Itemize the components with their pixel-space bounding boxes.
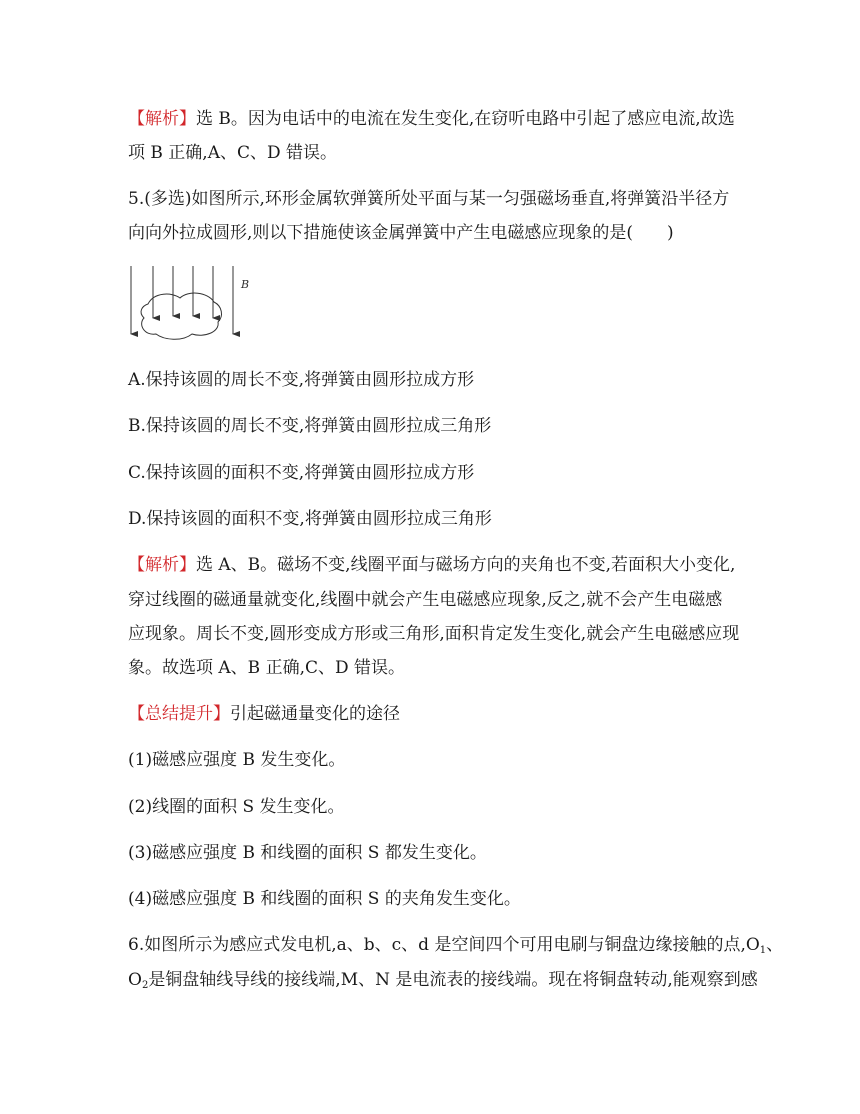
q4-analysis-text: 选 B。因为电话中的电流在发生变化,在窃听电路中引起了感应电流,故选: [196, 109, 735, 129]
q6-text-2: 是铜盘轴线导线的接线端,M、N 是电流表的接线端。现在将铜盘转动,能观察到感: [148, 970, 758, 990]
q5-stem-line2: 向向外拉成圆形,则以下措施使该金属弹簧中产生电磁感应现象的是( ): [128, 223, 674, 243]
q5-stem-line1: 5.(多选)如图所示,环形金属软弹簧所处平面与某一匀强磁场垂直,将弹簧沿半径方: [128, 189, 730, 209]
q4-analysis-line1: [128, 108, 735, 130]
magnetic-field-coil-figure: [120, 262, 260, 352]
summary-item-4: (4)磁感应强度 B 和线圈的面积 S 的夹角发生变化。: [128, 889, 521, 909]
summary-item-2: (2)线圈的面积 S 发生变化。: [128, 797, 345, 817]
summary-item-1: (1)磁感应强度 B 发生变化。: [128, 750, 346, 770]
summary-title: 引起磁通量变化的途径: [230, 704, 400, 724]
q4-analysis-line2: 项 B 正确,A、C、D 错误。: [128, 143, 338, 163]
q5-option-a: A.保持该圆的周长不变,将弹簧由圆形拉成方形: [128, 370, 475, 390]
q5-analysis-line4: 象。故选项 A、B 正确,C、D 错误。: [128, 658, 406, 678]
q5-option-d: D.保持该圆的面积不变,将弹簧由圆形拉成三角形: [128, 509, 492, 529]
q6-stem-line2: [128, 969, 758, 997]
analysis-tag: 【解析】: [128, 555, 196, 575]
q6-text-2-start: O: [128, 970, 142, 990]
field-label-b: B: [241, 278, 250, 291]
q6-text-1: 6.如图所示为感应式发电机,a、b、c、d 是空间四个可用电刷与铜盘边缘接触的点,O: [128, 935, 760, 955]
q5-option-b: B.保持该圆的周长不变,将弹簧由圆形拉成三角形: [128, 416, 492, 436]
q5-analysis-line2: 穿过线圈的磁通量就变化,线圈中就会产生电磁感应现象,反之,就不会产生电磁感: [128, 590, 723, 610]
analysis-tag: 【解析】: [128, 109, 196, 129]
q6-subscript-1: 1: [759, 945, 767, 956]
q5-analysis-line3: 应现象。周长不变,圆形变成方形或三角形,面积肯定发生变化,就会产生电磁感应现: [128, 624, 740, 644]
q5-analysis-text: 选 A、B。磁场不变,线圈平面与磁场方向的夹角也不变,若面积大小变化,: [196, 555, 736, 575]
q5-analysis-line1: [128, 554, 735, 576]
q5-option-c: C.保持该圆的面积不变,将弹簧由圆形拉成方形: [128, 463, 475, 483]
summary-tag: 【总结提升】: [128, 704, 230, 724]
q6-text-1-end: 、: [766, 935, 784, 955]
summary-item-3: (3)磁感应强度 B 和线圈的面积 S 都发生变化。: [128, 843, 487, 863]
q6-subscript-2: 2: [141, 980, 149, 991]
q6-stem-line1: [128, 934, 783, 962]
summary-heading: [128, 703, 400, 725]
